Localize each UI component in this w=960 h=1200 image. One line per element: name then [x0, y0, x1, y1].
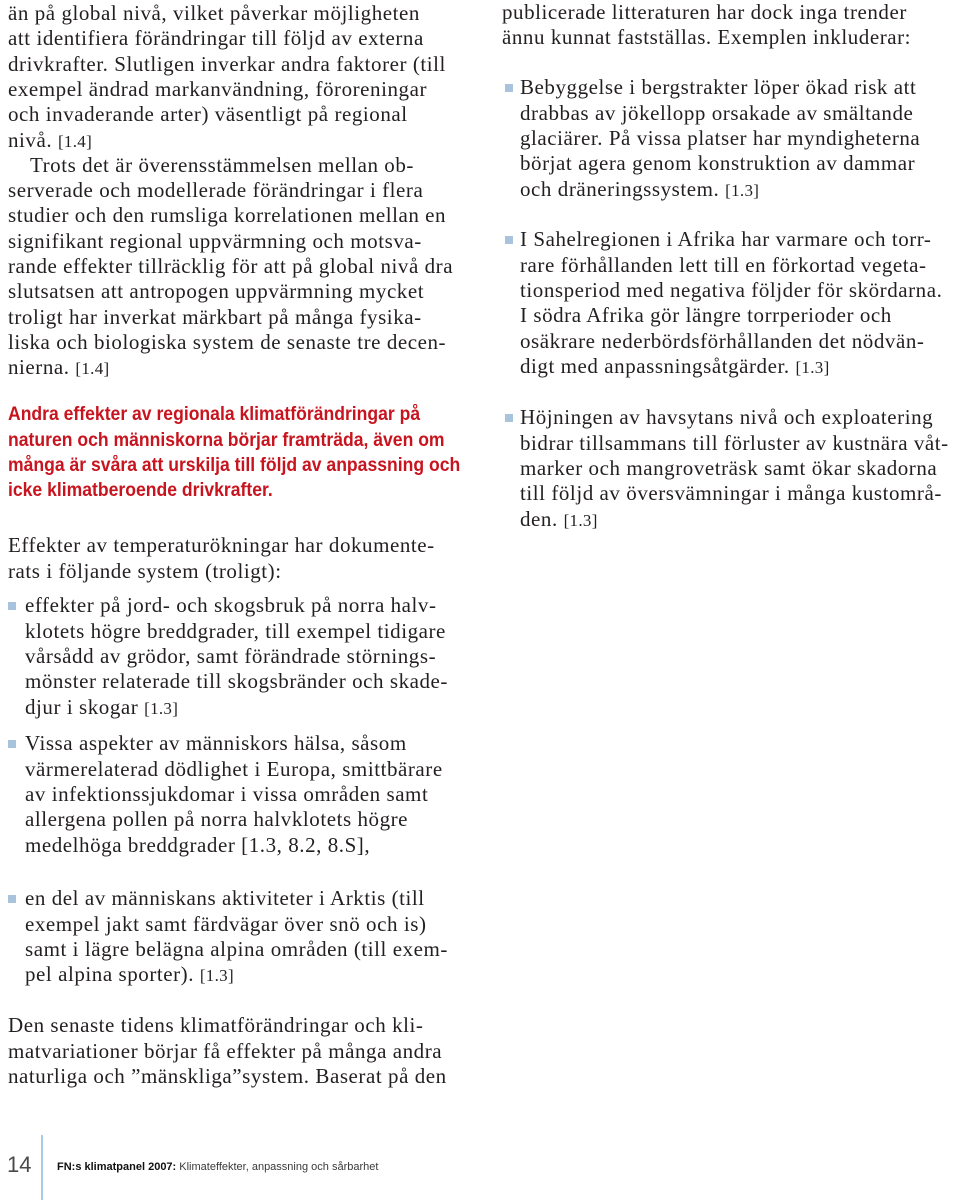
text-fragment: pel alpina sporter).: [25, 962, 195, 987]
right-intro-paragraph: [502, 0, 911, 50]
reference-citation: [1.3]: [725, 180, 760, 200]
text-line: rande effekter tillräcklig för att på global nivå dra: [8, 253, 454, 278]
text-line: publicerade litteraturen har dock inga trender: [502, 0, 907, 24]
text-line: börjat agera genom konstruktion av dammar: [520, 151, 916, 176]
text-line: Den senaste tidens klimatförändringar och kli-: [8, 1013, 424, 1038]
square-bullet-icon: [8, 895, 16, 903]
reference-citation: [1.4]: [57, 131, 93, 151]
text-line: [520, 354, 942, 379]
text-line: en del av människans aktiviteter i Arktis (till: [25, 886, 425, 911]
bullet-item: [25, 593, 448, 720]
text-line: ännu kunnat fastställas. Exemplen inkluderar:: [502, 24, 912, 49]
text-line: av infektionssjukdomar i vissa områden samt: [25, 781, 429, 806]
heading-line: många är svåra att urskilja till följd av anpassning och: [8, 454, 461, 476]
text-line: [8, 355, 453, 380]
text-line: rare förhållanden lett till en förkortad vegeta-: [520, 252, 927, 277]
text-line: rats i följande system (troligt):: [8, 558, 282, 583]
text-line: I södra Afrika gör längre torrperioder och: [520, 303, 892, 328]
closing-paragraph: [8, 1013, 447, 1089]
page-number: 14: [7, 1152, 32, 1177]
text-line: allergena pollen på norra halvklotets högre: [25, 807, 409, 832]
text-line: marker och mangroveträsk samt ökar skadorna: [520, 455, 938, 480]
text-line: och invaderande arter) väsentligt på regional: [8, 102, 408, 127]
text-line: drabbas av jökellopp orsakade av smältande: [520, 100, 914, 125]
bullet-item: [520, 405, 949, 532]
footer-divider: [41, 1135, 43, 1200]
text-line: mönster relaterade till skogsbränder och skade-: [25, 669, 448, 694]
square-bullet-icon: [505, 414, 513, 422]
heading-line: Andra effekter av regionala klimatförändringar på: [8, 404, 421, 426]
text-line: samt i lägre belägna alpina områden (till exem-: [25, 936, 448, 961]
effects-intro-paragraph: [8, 533, 435, 584]
text-fragment: digt med anpassningsåtgärder.: [520, 354, 790, 379]
square-bullet-icon: [505, 236, 513, 244]
text-line: exempel jakt samt färdvägar över snö och is): [25, 911, 427, 936]
observed-changes-paragraph: [8, 153, 453, 381]
text-line: troligt har inverkat märkbart på många fysika-: [8, 304, 422, 329]
text-line: [520, 507, 949, 532]
text-fragment: djur i skogar: [25, 694, 139, 719]
text-line: matvariationer börjar få effekter på många andra: [8, 1038, 443, 1063]
highlight-heading: [8, 402, 497, 503]
text-line: Bebyggelse i bergstrakter löper ökad risk att: [520, 75, 917, 100]
bullet-item: [520, 227, 942, 379]
text-line: Trots det är överensstämmelsen mellan ob-: [30, 152, 414, 177]
text-line: att identifiera förändringar till följd av externa: [8, 26, 424, 51]
text-line: glaciärer. På vissa platser har myndigheterna: [520, 125, 921, 150]
text-line: naturliga och ”mänskliga”system. Baserat på den: [8, 1063, 447, 1088]
footer-series-label: FN:s klimatpanel 2007:: [57, 1161, 177, 1173]
text-line: än på global nivå, vilket påverkar möjligheten: [8, 1, 420, 25]
bullet-item: [25, 731, 443, 858]
heading-line: icke klimatberoende drivkrafter.: [8, 480, 273, 502]
bullet-item: [25, 886, 448, 987]
text-line: osäkrare nederbördsförhållanden det nödvän-: [520, 328, 925, 353]
text-line: liska och biologiska system de senaste tre decen-: [8, 329, 447, 354]
reference-citation: [1.3]: [795, 358, 830, 378]
text-fragment: nierna.: [8, 355, 70, 380]
text-line: Effekter av temperaturökningar har dokumente-: [8, 533, 435, 558]
text-line: vårsådd av grödor, samt förändrade störnings-: [25, 643, 437, 668]
text-line: I Sahelregionen i Afrika har varmare och torr-: [520, 227, 932, 252]
text-line: signifikant regional uppvärmning och motsva-: [8, 228, 422, 253]
reference-citation: [1.4]: [75, 359, 110, 379]
text-line: slutsatsen att antropogen uppvärmning mycket: [8, 279, 425, 304]
text-fragment: och dräneringssystem.: [520, 176, 720, 201]
text-line: klotets högre breddgrader, till exempel tidigare: [25, 618, 446, 643]
text-line: [25, 962, 448, 987]
reference-citation: [1.3]: [199, 966, 234, 986]
text-line: till följd av översvämningar i många kustområ-: [520, 481, 942, 506]
text-line: studier och den rumsliga korrelationen mellan en: [8, 203, 447, 228]
intro-paragraph: [8, 1, 446, 153]
text-line: medelhöga breddgrader [1.3, 8.2, 8.S],: [25, 832, 371, 857]
square-bullet-icon: [8, 602, 16, 610]
text-fragment: nivå.: [8, 127, 53, 152]
text-line: tionsperiod med negativa följder för skördarna.: [520, 277, 943, 302]
text-line: Höjningen av havsytans nivå och exploatering: [520, 405, 934, 430]
text-fragment: den.: [520, 506, 558, 531]
footer-title: Klimateffekter, anpassning och sårbarhet: [179, 1161, 379, 1173]
text-line: drivkrafter. Slutligen inverkar andra faktorer (till: [8, 51, 446, 76]
footer-caption: [57, 1160, 378, 1174]
text-line: exempel ändrad markanvändning, föroreningar: [8, 77, 427, 102]
text-line: [8, 128, 446, 153]
text-line: [520, 177, 920, 202]
reference-citation: [1.3]: [563, 510, 598, 530]
text-line: serverade och modellerade förändringar i flera: [8, 177, 424, 202]
text-line: värmerelaterad dödlighet i Europa, smittbärare: [25, 756, 443, 781]
text-line: Vissa aspekter av människors hälsa, såsom: [25, 731, 407, 756]
heading-line: naturen och människorna börjar framträda, även om: [8, 429, 445, 451]
square-bullet-icon: [8, 740, 16, 748]
text-line: effekter på jord- och skogsbruk på norra halv-: [25, 593, 437, 618]
bullet-item: [520, 75, 920, 202]
text-line: bidrar tillsammans till förluster av kustnära våt-: [520, 430, 949, 455]
reference-citation: [1.3]: [144, 698, 179, 718]
square-bullet-icon: [505, 84, 513, 92]
text-line: [25, 695, 448, 720]
